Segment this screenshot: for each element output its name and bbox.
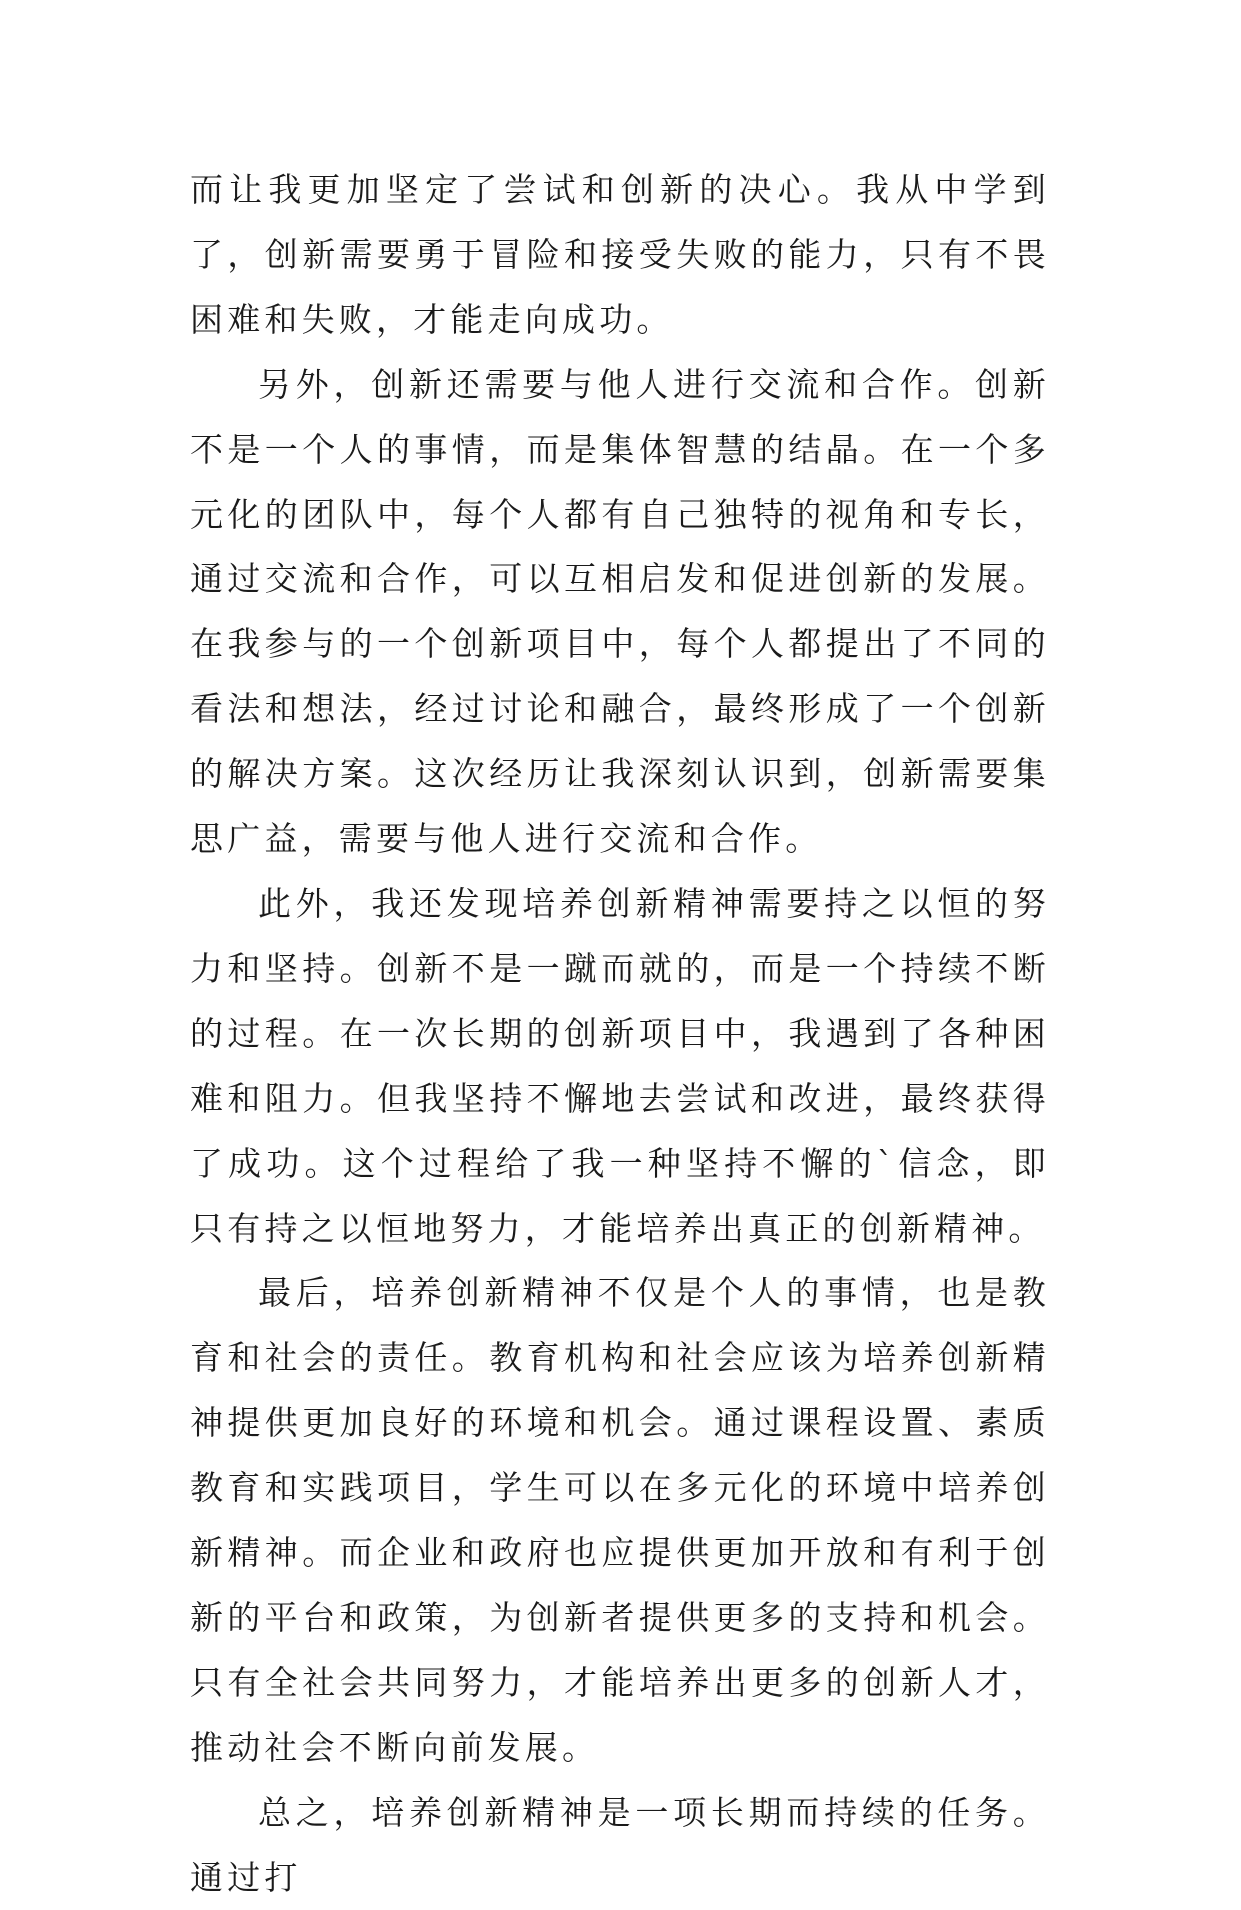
paragraph-4: 最后，培养创新精神不仅是个人的事情，也是教育和社会的责任。教育机构和社会应该为培养创新精神提供更加良好的环境和机会。通过课程设置、素质教育和实践项目，学生可以在多元化的环境中培养创新精神。而企业和政府也应提供更加开放和有利于创新的平台和政策，为创新者提供更多的支持和机会。只有全社会共同努力，才能培养出更多的创新人才，推动社会不断向前发展。 [190,1273,1050,1767]
paragraph-2: 另外，创新还需要与他人进行交流和合作。创新不是一个人的事情，而是集体智慧的结晶。在一个多元化的团队中，每个人都有自己独特的视角和专长，通过交流和合作，可以互相启发和促进创新的发展。在我参与的一个创新项目中，每个人都提出了不同的看法和想法，经过讨论和融合，最终形成了一个创新的解决方案。这次经历让我深刻认识到，创新需要集思广益，需要与他人进行交流和合作。 [190,364,1050,859]
paragraph-3: 此外，我还发现培养创新精神需要持之以恒的努力和坚持。创新不是一蹴而就的，而是一个持续不断的过程。在一次长期的创新项目中，我遇到了各种困难和阻力。但我坚持不懈地去尝试和改进，最终获得了成功。这个过程给了我一种坚持不懈的`信念，即只有持之以恒地努力，才能培养出真正的创新精神。 [190,883,1050,1248]
paragraph-1: 而让我更加坚定了尝试和创新的决心。我从中学到了，创新需要勇于冒险和接受失败的能力，只有不畏困难和失败，才能走向成功。 [190,170,1050,339]
paragraph-5: 总之，培养创新精神是一项长期而持续的任务。通过打 [190,1792,1050,1897]
document-body [190,158,1050,1910]
